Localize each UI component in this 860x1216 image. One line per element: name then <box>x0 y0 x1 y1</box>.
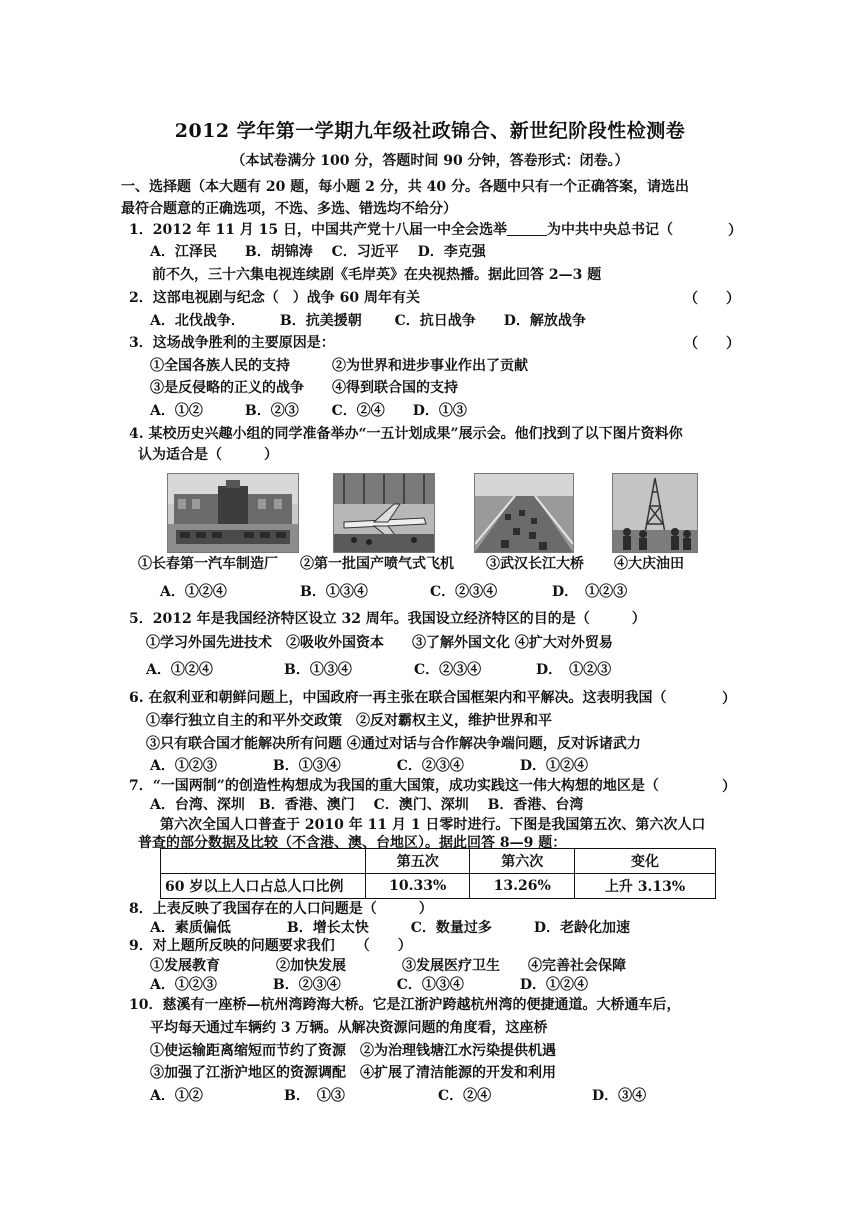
table-row <box>161 874 716 899</box>
census-table <box>160 848 716 899</box>
q1-paren: ） <box>728 223 742 239</box>
jet-aircraft-image <box>334 474 434 552</box>
q10-option-d: D．③④ <box>592 1088 647 1104</box>
q7-paren: ） <box>722 779 736 795</box>
q6-choices-line2: ③只有联合国才能解决所有问题 ④通过对话与合作解决争端问题，反对诉诸武力 <box>146 736 641 752</box>
q3-stem: 3．这场战争胜利的主要原因是： <box>129 335 335 351</box>
q8-options: A．素质偏低 B．增长太快 C．数量过多 D．老龄化加速 <box>150 920 630 936</box>
reading-intro-8-9-line1: 第六次全国人口普查于 2010 年 11 月 1 日零时进行。下图是我国第五次、第六次人口 <box>160 817 706 833</box>
q2-stem: 2．这部电视剧与纪念（ ）战争 60 周年有关 <box>129 290 420 306</box>
photo-jet-aircraft <box>333 473 435 553</box>
q10-choices-line2: ③加强了江浙沪地区的资源调配 ④扩展了清洁能源的开发和利用 <box>150 1065 556 1081</box>
q10-option-a: A．①② <box>150 1088 203 1104</box>
q10-choices-line1: ①使运输距离缩短而节约了资源 ②为治理钱塘江水污染提供机遇 <box>150 1043 556 1059</box>
table-cell: 13.26% <box>470 874 574 899</box>
q4-option-b: B．①③④ <box>300 584 368 600</box>
section-heading-line2: 最符合题意的正确选项，不选、多选、错选均不给分） <box>121 201 457 217</box>
photo-daqing-oilfield <box>612 473 698 553</box>
table-header-cell: 第五次 <box>366 849 470 874</box>
q10-option-c: C．②④ <box>438 1088 492 1104</box>
table-header-cell: 变化 <box>574 849 715 874</box>
table-header-cell: 第六次 <box>470 849 574 874</box>
caption-3: ③武汉长江大桥 <box>486 556 584 572</box>
table-cell: 上升 3.13% <box>574 874 715 899</box>
q5-option-d: D． ①②③ <box>536 662 612 678</box>
q4-option-a: A．①②④ <box>160 584 227 600</box>
q6-stem: 6. 在叙利亚和朝鲜问题上，中国政府一再主张在联合国框架内和平解决。这表明我国（ <box>129 690 667 706</box>
q10-stem-line2: 平均每天通过车辆约 3 万辆。从解决资源问题的角度看，这座桥 <box>150 1020 548 1036</box>
table-header-cell <box>161 849 366 874</box>
q3-choices-line1: ①全国各族人民的支持 ②为世界和进步事业作出了贡献 <box>150 358 528 374</box>
q9-options: A．①②③ B．②③④ C．①③④ D．①②④ <box>150 977 588 993</box>
reading-intro-2-3: 前不久，三十六集电视连续剧《毛岸英》在央视热播。据此回答 2—3 题 <box>152 267 602 283</box>
q3-options: A．①② B．②③ C．②④ D．①③ <box>150 403 467 419</box>
q10-stem-line1: 10．慈溪有一座桥—杭州湾跨海大桥。它是江浙沪跨越杭州湾的便捷通道。大桥通车后， <box>129 997 681 1013</box>
photo-car-factory <box>167 473 299 553</box>
q5-option-b: B．①③④ <box>284 662 352 678</box>
q5-stem: 5．2012 年是我国经济特区设立 32 周年。我国设立经济特区的目的是（ ） <box>129 611 646 627</box>
q1-stem-part-a: 1．2012 年 11 月 15 日，中国共产党十八届一中全会选举 <box>129 222 508 238</box>
q5-option-c: C．②③④ <box>414 662 482 678</box>
section-heading-line1: 一、选择题（本大题有 20 题，每小题 2 分，共 40 分。各题中只有一个正确答案，请选出 <box>121 179 689 195</box>
q4-stem-line1: 4. 某校历史兴趣小组的同学准备举办“一五计划成果”展示会。他们找到了以下图片资料你 <box>129 426 683 442</box>
caption-2: ②第一批国产喷气式飞机 <box>300 556 454 572</box>
table-cell: 10.33% <box>366 874 470 899</box>
q3-choices-line2: ③是反侵略的正义的战争 ④得到联合国的支持 <box>150 380 458 396</box>
q2-options: A．北伐战争． B．抗美援朝 C．抗日战争 D．解放战争 <box>150 313 586 329</box>
q1-answer-blank <box>507 221 547 236</box>
q4-option-d: D． ①②③ <box>552 584 628 600</box>
q9-choices: ①发展教育 ②加快发展 ③发展医疗卫生 ④完善社会保障 <box>150 958 626 974</box>
q5-option-a: A．①②④ <box>146 662 213 678</box>
q10-option-b: B． ①③ <box>284 1088 345 1104</box>
car-factory-image <box>168 474 298 552</box>
q1-stem-part-b: 为中共中央总书记（ <box>547 222 674 238</box>
q6-options: A．①②③ B．①③④ C．②③④ D．①②④ <box>150 758 588 774</box>
caption-4: ④大庆油田 <box>614 556 684 572</box>
daqing-oilfield-image <box>613 474 697 552</box>
q1-options: A．江泽民 B．胡锦涛 C．习近平 D．李克强 <box>150 244 486 260</box>
q5-choices: ①学习外国先进技术 ②吸收外国资本 ③了解外国文化 ④扩大对外贸易 <box>146 635 613 651</box>
q7-options: A．台湾、深圳 B．香港、澳门 C．澳门、深圳 B．香港、台湾 <box>150 797 584 813</box>
reading-intro-8-9-line2: 普查的部分数据及比较（不含港、澳、台地区）。据此回答 8—9 题： <box>138 835 567 851</box>
q4-option-c: C．②③④ <box>430 584 498 600</box>
q6-choices-line1: ①奉行独立自主的和平外交政策 ②反对霸权主义，维护世界和平 <box>146 713 552 729</box>
photo-yangtze-bridge <box>474 473 574 553</box>
yangtze-bridge-image <box>475 474 573 552</box>
caption-1: ①长春第一汽车制造厂 <box>138 556 278 572</box>
exam-title: 2012 学年第一学期九年级社政锦合、新世纪阶段性检测卷 <box>174 120 686 142</box>
q1-stem <box>129 220 673 240</box>
q6-paren: ） <box>722 691 736 707</box>
q2-paren: （ ） <box>684 291 740 307</box>
q4-stem-line2: 认为适合是（ ） <box>138 447 278 463</box>
q9-stem: 9．对上题所反映的问题要求我们 （ ） <box>129 938 412 954</box>
q7-stem: 7．“一国两制”的创造性构想成为我国的重大国策，成功实践这一伟大构想的地区是（ <box>129 778 659 794</box>
exam-subtitle: （本试卷满分 100 分，答题时间 90 分钟，答卷形式：闭卷。） <box>231 153 629 169</box>
q3-paren: （ ） <box>684 336 740 352</box>
q8-stem: 8．上表反映了我国存在的人口问题是（ ） <box>129 901 433 917</box>
table-row-label: 60 岁以上人口占总人口比例 <box>161 874 366 899</box>
table-header-row <box>161 849 716 874</box>
